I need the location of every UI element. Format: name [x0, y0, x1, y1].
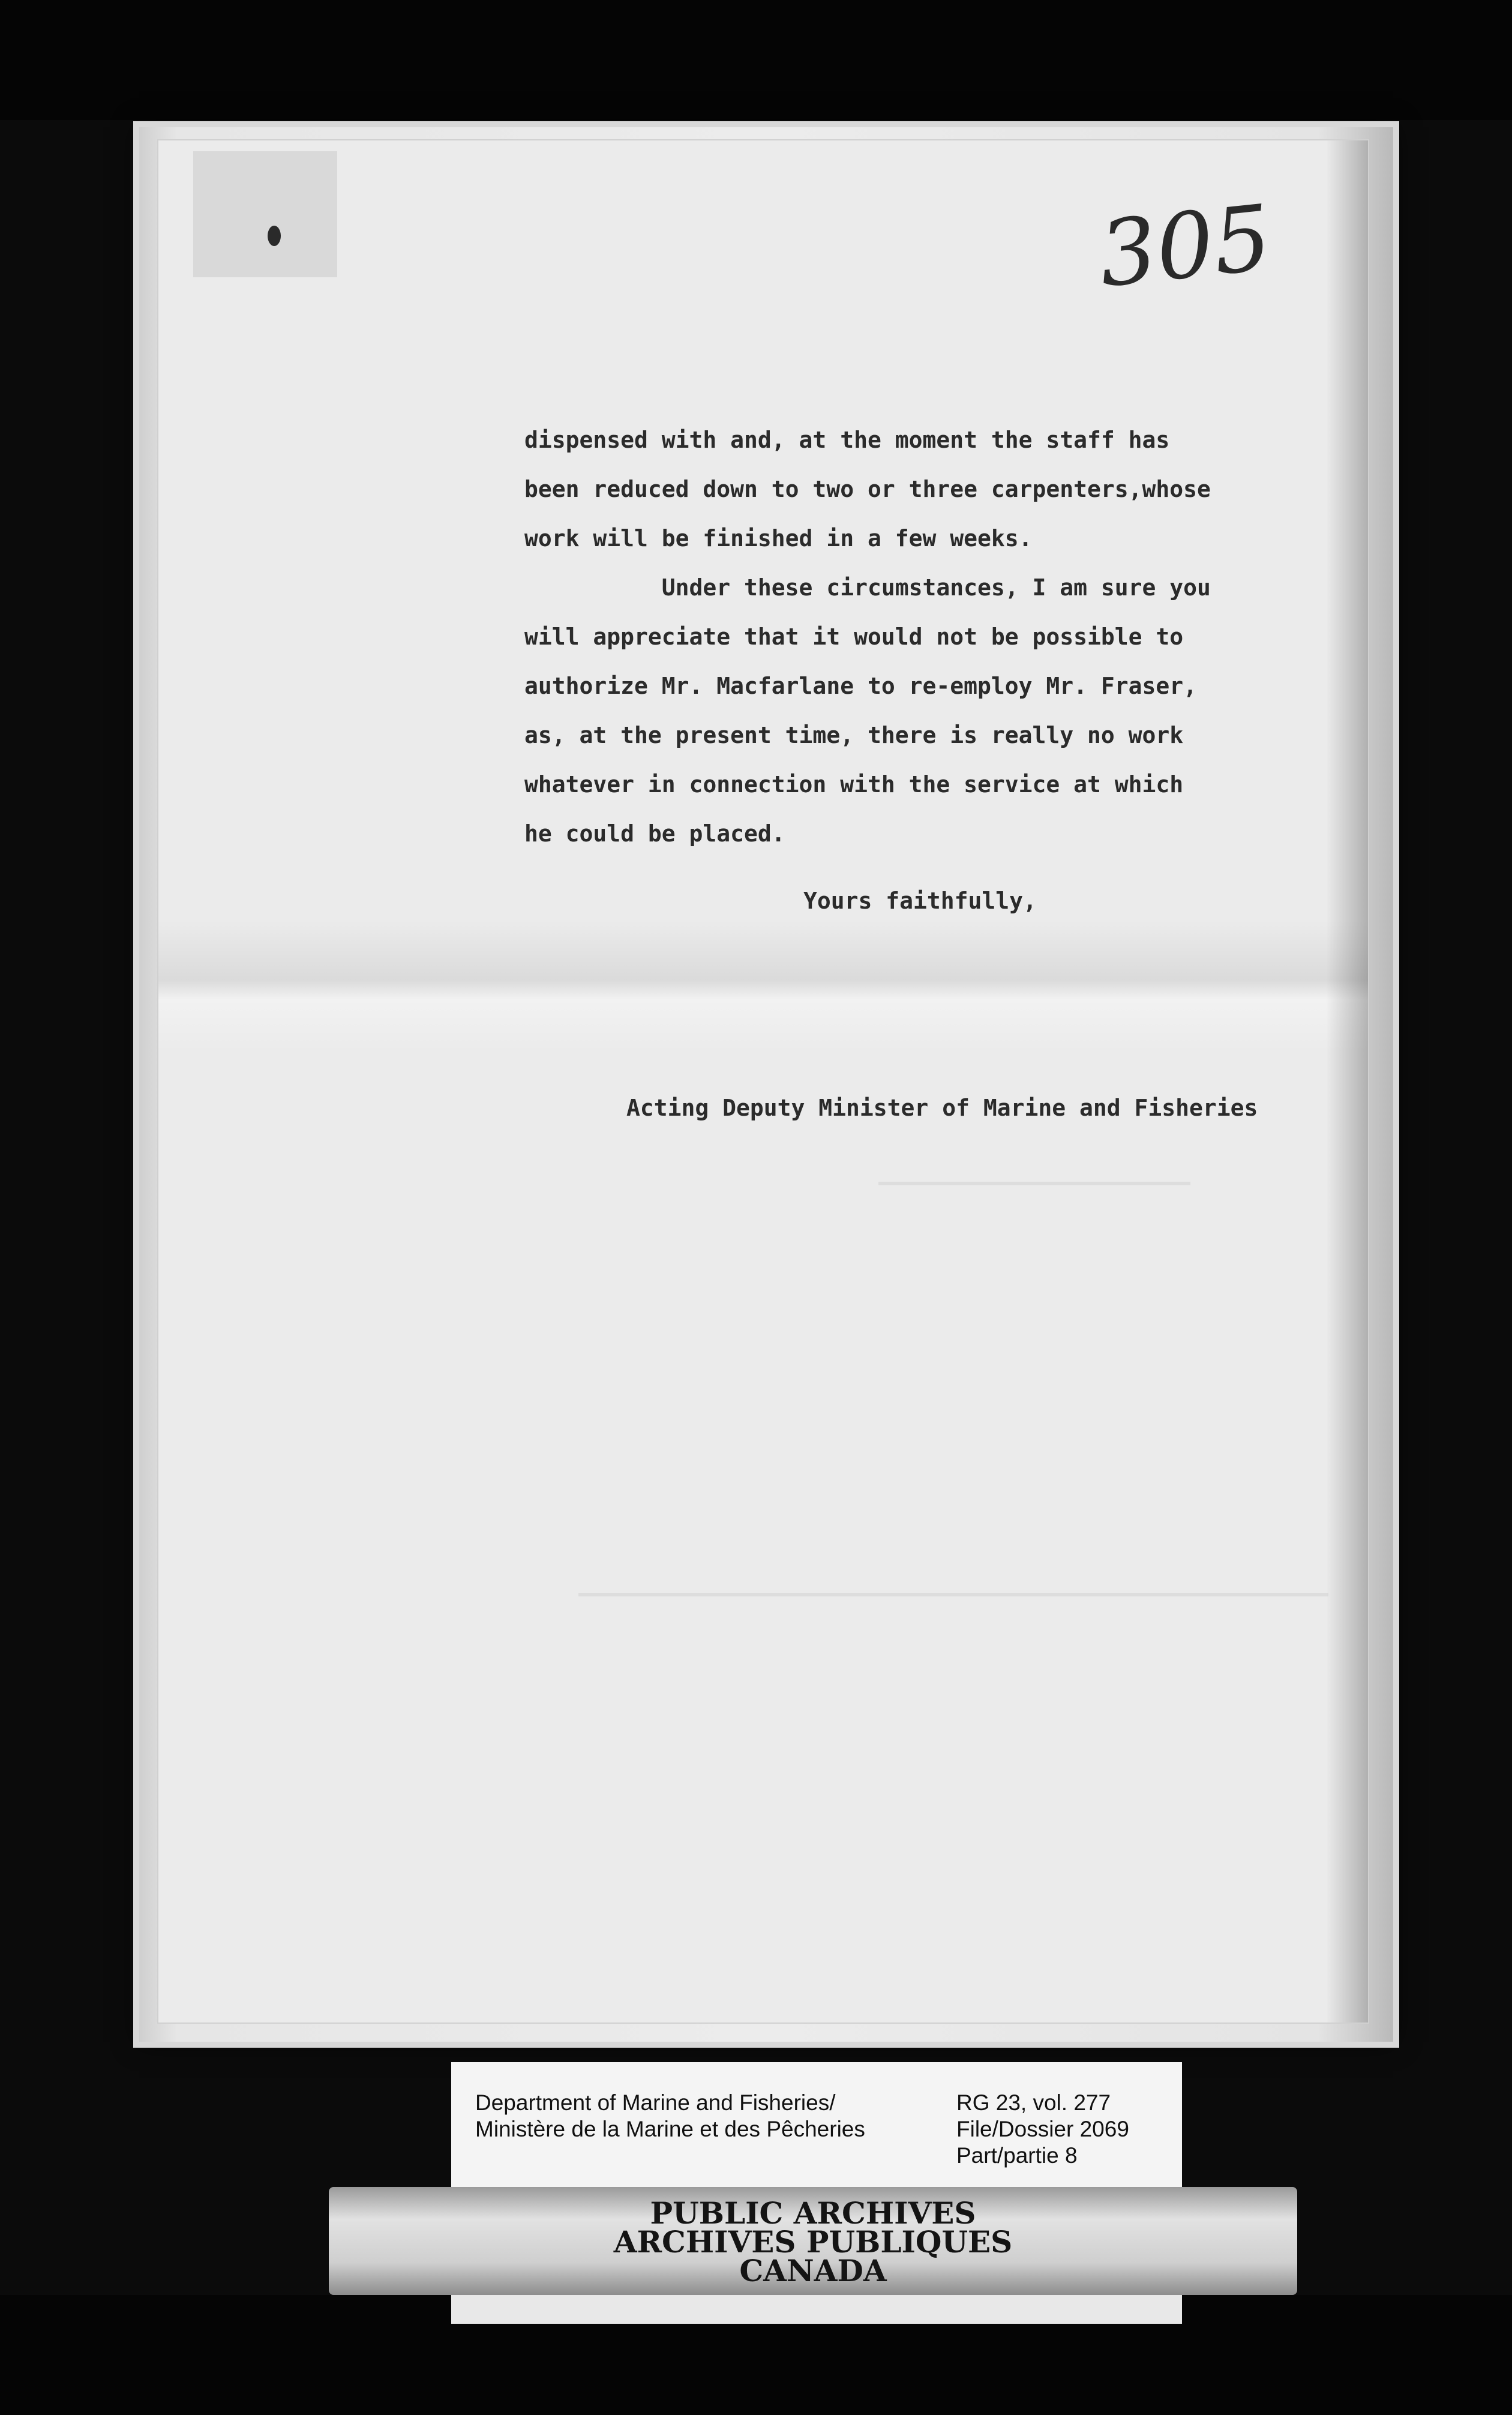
archive-reference	[956, 2090, 1129, 2169]
page-edge-shadow	[1326, 140, 1368, 2023]
file-number: File/Dossier 2069	[956, 2117, 1129, 2141]
body-line: whatever in connection with the service at which	[524, 771, 1184, 798]
department-name	[475, 2090, 865, 2143]
page-sheet	[157, 139, 1369, 2024]
banner-line-country: CANADA	[739, 2253, 887, 2288]
page-fold	[158, 921, 1368, 1053]
part-number: Part/partie 8	[956, 2143, 1078, 2168]
bleed-through-mark	[878, 1182, 1190, 1185]
body-line: as, at the present time, there is really no work	[524, 722, 1184, 748]
banner-text	[329, 2195, 1297, 2288]
body-line: will appreciate that it would not be possible to	[524, 624, 1184, 650]
corner-patch	[193, 151, 337, 277]
document-page	[139, 127, 1393, 2042]
letter-body	[524, 415, 1304, 858]
department-line-english: Department of Marine and Fisheries/	[475, 2090, 836, 2115]
handwritten-page-number: 305	[1094, 185, 1276, 308]
label-bottom-strip	[451, 2295, 1182, 2324]
department-line-french: Ministère de la Marine et des Pêcheries	[475, 2117, 865, 2141]
body-line: he could be placed.	[524, 820, 785, 847]
banner-line-french: ARCHIVES PUBLIQUES	[613, 2224, 1013, 2260]
bleed-through-mark	[578, 1593, 1328, 1596]
banner-line-english: PUBLIC ARCHIVES	[650, 2195, 976, 2231]
film-edge-top	[0, 0, 1512, 120]
public-archives-banner	[329, 2187, 1297, 2295]
body-line: Under these circumstances, I am sure you	[524, 574, 1211, 601]
body-line: been reduced down to two or three carpenters,whose	[524, 476, 1211, 502]
record-group-volume: RG 23, vol. 277	[956, 2090, 1111, 2115]
signature-title: Acting Deputy Minister of Marine and Fisheries	[626, 1095, 1258, 1121]
punch-hole	[268, 226, 281, 246]
body-line: work will be finished in a few weeks.	[524, 525, 1033, 552]
letter-closing: Yours faithfully,	[803, 888, 1037, 914]
body-line: dispensed with and, at the moment the staff has	[524, 427, 1170, 453]
body-line: authorize Mr. Macfarlane to re-employ Mr. Fraser,	[524, 673, 1198, 699]
